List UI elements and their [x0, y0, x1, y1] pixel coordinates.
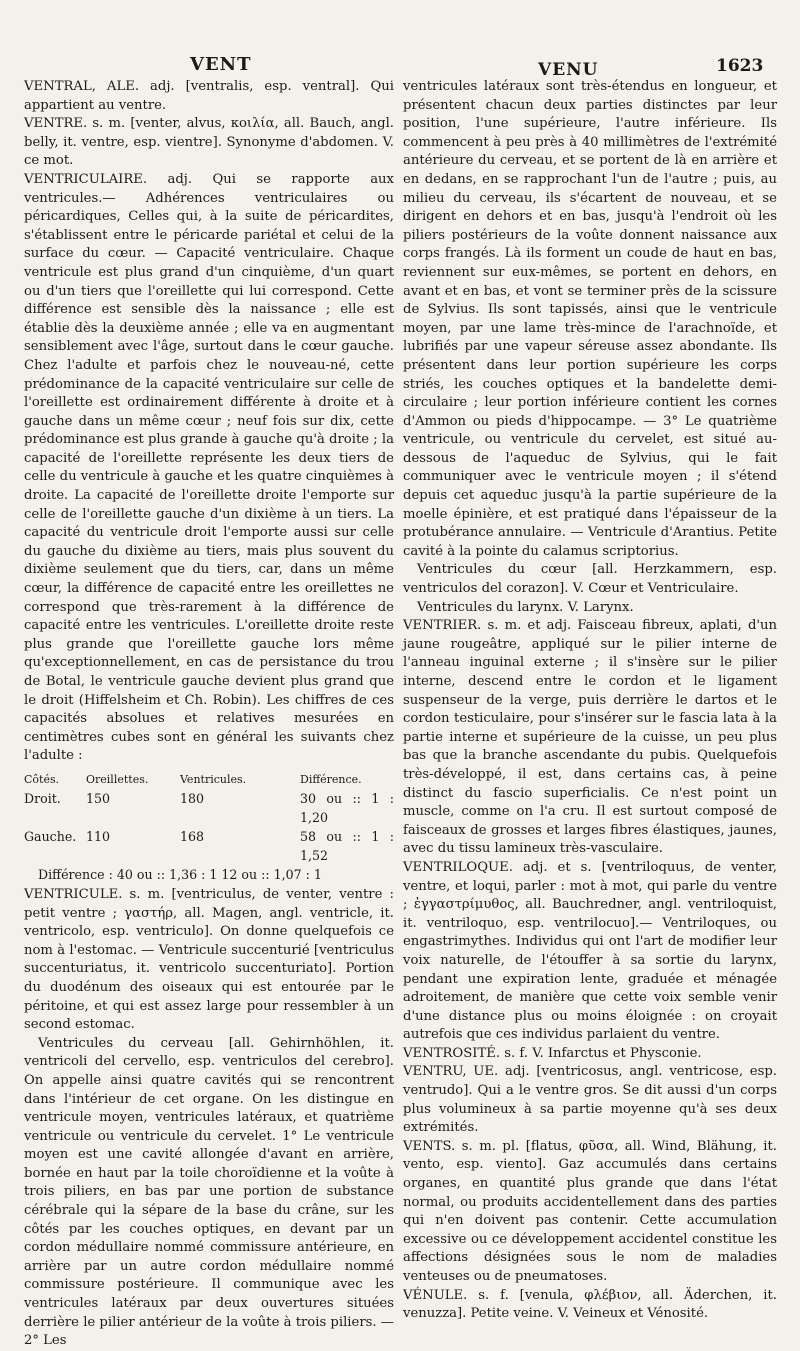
entry-ventriloque: VENTRILOQUE. adj. et s. [ventriloquus, de venter, ventre, et loqui, parler : mot à mot, qui parle du ventre ; ἐγγαστρίμυθος, all. Bauchredner, angl. ventriloquist, it. ventriloquo, esp. ventrilocuo].— Ventriloques, ou engastrimythes. Individus qui ont l'art de modifier leur voix naturelle, de l'étouffer à sa sortie du larynx, pendant une expiration lente, graduée et ménagée adroitement, de manière que cette voix semble venir d'une distance plus ou moins éloignée : on croyait autrefois que ces individus parlaient du ventre.: [403, 859, 777, 1043]
table-cell: 110: [86, 828, 111, 844]
table-cell: Gauche.: [24, 828, 77, 844]
table-header-cell: Ventricules.: [180, 772, 247, 786]
right-column: [403, 78, 777, 1324]
table-cell: 58 ou :: 1 : 1,52: [300, 828, 394, 863]
table-cell: 180: [180, 790, 205, 806]
entry-ventral: VENTRAL, ALE. adj. [ventralis, esp. ventral]. Qui appartient au ventre.: [24, 79, 394, 113]
table-cell: 30 ou :: 1 : 1,20: [300, 790, 394, 825]
table-cell: 168: [180, 828, 205, 844]
entry-ventricules-continued: ventricules latéraux sont très-étendus en longueur, et présentent chacun deux parties distinctes par leur position, l'une supérieure, l'autre inférieure. Ils commencent à peu près à 40 millimètres de l'extrémité antérieure du cerveau, et se portent de là en arrière et en dedans, en se rapprochant l'un de l'autre ; puis, au milieu du cerveau, ils s'écartent de nouveau, et se dirigent en dehors et en bas, jusqu'à l'endroit où les piliers postérieurs de la voûte donnent naissance aux corps frangés. Là ils forment un coude de haut en bas, reviennent sur eux-mêmes, se portent en dehors, en avant et en bas, et vont se terminer près de la scissure de Sylvius. Ils sont tapissés, ainsi que le ventricule moyen, par une lame très-mince de l'arachnoïde, et lubrifiés par une vapeur séreuse assez abondante. Ils présentent dans leur portion supérieure les corps striés, les couches optiques et la bandelette demi-circulaire ; leur portion inférieure contient les cornes d'Ammon ou pieds d'hippocampe. — 3° Le quatrième ventricule, ou ventricule du cervelet, est situé au-dessous de l'aqueduc de Sylvius, qui le fait communiquer avec le ventricule moyen ; il s'étend depuis cet aqueduc jusqu'à la partie supérieure de la moelle épinière, et est pratiqué dans l'épaisseur de la protubérance annulaire. — Ventricule d'Arantius. Petite cavité à la pointe du calamus scriptorius.: [403, 79, 777, 559]
table-difference-row: Différence : 40 ou :: 1,36 : 1 12 ou :: 1,07 : 1: [38, 866, 322, 882]
table-header-cell: Différence.: [300, 772, 362, 786]
entry-ventricules-coeur: Ventricules du cœur [all. Herzkammern, esp. ventriculos del corazon]. V. Cœur et Ventriculaire.: [403, 562, 777, 597]
running-head-right: VENU: [538, 60, 599, 80]
entry-ventricules-cerveau: Ventricules du cerveau [all. Gehirnhöhlen, it. ventricoli del cervello, esp. ventriculos del cerebro]. On appelle ainsi quatre cavités qui se rencontrent dans l'intérieur de cet organe. On les distingue en ventricule moyen, ventricules latéraux, et quatrième ventricule ou ventricule du cervelet. 1° Le ventricule moyen est une cavité allongée d'avant en arrière, bornée en haut par la toile choroïdienne et la voûte à trois piliers, en bas par une portion de substance cérébrale qui la sépare de la base du crâne, sur les côtés par les couches optiques, en devant par un cordon médullaire nommé commissure antérieure, en arrière par un autre cordon médullaire nommé commissure postérieure. Il communique avec les ventricules latéraux par deux ouvertures situées derrière le pilier antérieur de la voûte à trois piliers. — 2° Les: [24, 1035, 394, 1349]
table-cell: Droit.: [24, 790, 61, 806]
page-number: 1623: [716, 56, 764, 76]
running-head-left: VENT: [190, 54, 252, 75]
table-row: [24, 827, 394, 865]
entry-ventricule: VENTRICULE. s. m. [ventriculus, de venter, ventre : petit ventre ; γαστήρ, all. Magen, angl. ventricle, it. ventricolo, esp. ventriculo]. On donne quelquefois ce nom à l'estomac. — Ventricule succenturié [ventriculus succenturiatus, it. ventricolo succenturiato]. Portion du duodénum des oiseaux qui est entourée par le péritoine, et qui est assez large pour ressembler à un second estomac.: [24, 886, 394, 1033]
entry-ventrier: VENTRIER. s. m. et adj. Faisceau fibreux, aplati, d'un jaune rougeâtre, appliqué sur le pilier interne de l'anneau inguinal externe ; il s'insère sur le pilier interne, descend entre le cordon et le ligament suspenseur de la verge, puis derrière le dartos et le cordon testiculaire, pour s'insérer sur le fascia lata à la partie interne et supérieure de la cuisse, un peu plus bas que la branche ascendante du pubis. Quelquefois très-développé, il est, dans certains cas, à peine distinct du fascio superficialis. Ce n'est point un muscle, comme on l'a cru. Il est surtout composé de faisceaux de grosses et larges fibres élastiques, jaunes, avec du tissu lamineux très-vasculaire.: [403, 618, 777, 857]
entry-ventricules-larynx: Ventricules du larynx. V. Larynx.: [417, 599, 634, 615]
capacity-table: [24, 770, 394, 884]
entry-ventre: VENTRE. s. m. [venter, alvus, κοιλία, all. Bauch, angl. belly, it. ventre, esp. vientre]. Synonyme d'abdomen. V. ce mot.: [24, 116, 394, 169]
entry-ventrosite: VENTROSITÉ. s. f. V. Infarctus et Physconie.: [403, 1045, 702, 1061]
entry-venule: VÉNULE. s. f. [venula, φλέβιον, all. Äderchen, it. venuzza]. Petite veine. V. Veineux et Vénosité.: [403, 1287, 777, 1322]
table-header-row: [24, 770, 394, 789]
table-header-cell: Oreillettes.: [86, 772, 149, 786]
left-column: [24, 78, 394, 1351]
entry-vents: VENTS. s. m. pl. [flatus, φῦσα, all. Wind, Blähung, it. vento, esp. viento]. Gaz accumulés dans certains organes, en quantité plus grande que dans l'état normal, ou produits accidentellement dans des parties qui n'en doivent pas contenir. Cette accumulation excessive ou ce développement accidentel constitue les affections désignées sous le nom de maladies venteuses ou de pneumatoses.: [403, 1138, 777, 1284]
entry-ventru: VENTRU, UE. adj. [ventricosus, angl. ventricose, esp. ventrudo]. Qui a le ventre gros. Se dit aussi d'un corps plus volumineux à sa partie moyenne qu'à ses deux extrémités.: [403, 1064, 777, 1136]
entry-ventriculaire: VENTRICULAIRE. adj. Qui se rapporte aux ventricules.— Adhérences ventriculaires ou péricardiques, Celles qui, à la suite de péricardites, s'établissent entre le péricarde pariétal et celui de la surface du cœur. — Capacité ventriculaire. Chaque ventricule est plus grand d'un cinquième, d'un quart ou d'un tiers que l'oreillette qui lui correspond. Cette différence est sensible dès la naissance ; elle est établie dès la deuxième année ; elle va en augmentant sensiblement avec l'âge, surtout dans le cœur gauche. Chez l'adulte et parfois chez le nouveau-né, cette prédominance de la capacité ventriculaire sur celle de l'oreillette est ordinairement différente à droite et à gauche dans un même cœur ; neuf fois sur dix, cette prédominance est plus grande à gauche qu'à droite ; la capacité de l'oreillette représente les deux tiers de celle du ventricule à gauche et les quatre cinquièmes à droite. La capacité de l'oreillette droite l'emporte sur celle de l'oreillette gauche d'un dixième à un tiers. La capacité du ventricule droit l'emporte aussi sur celle du gauche du dixième au tiers, mais plus souvent du dixième seulement que du tiers, car, dans un même cœur, la différence de capacité entre les oreillettes ne correspond que très-rarement à la différence de capacité entre les ventricules. L'oreillette droite reste plus grande que l'oreillette gauche lors même qu'exceptionnellement, en cas de persistance du trou de Botal, le ventricule gauche devient plus grand que le droit (Hiffelsheim et Ch. Robin). Les chiffres de ces capacités absolues et relatives mesurées en centimètres cubes sont en général les suivants chez l'adulte :: [24, 171, 394, 764]
table-header-cell: Côtés.: [24, 772, 60, 786]
table-row: [24, 789, 394, 827]
table-cell: 150: [86, 790, 111, 806]
